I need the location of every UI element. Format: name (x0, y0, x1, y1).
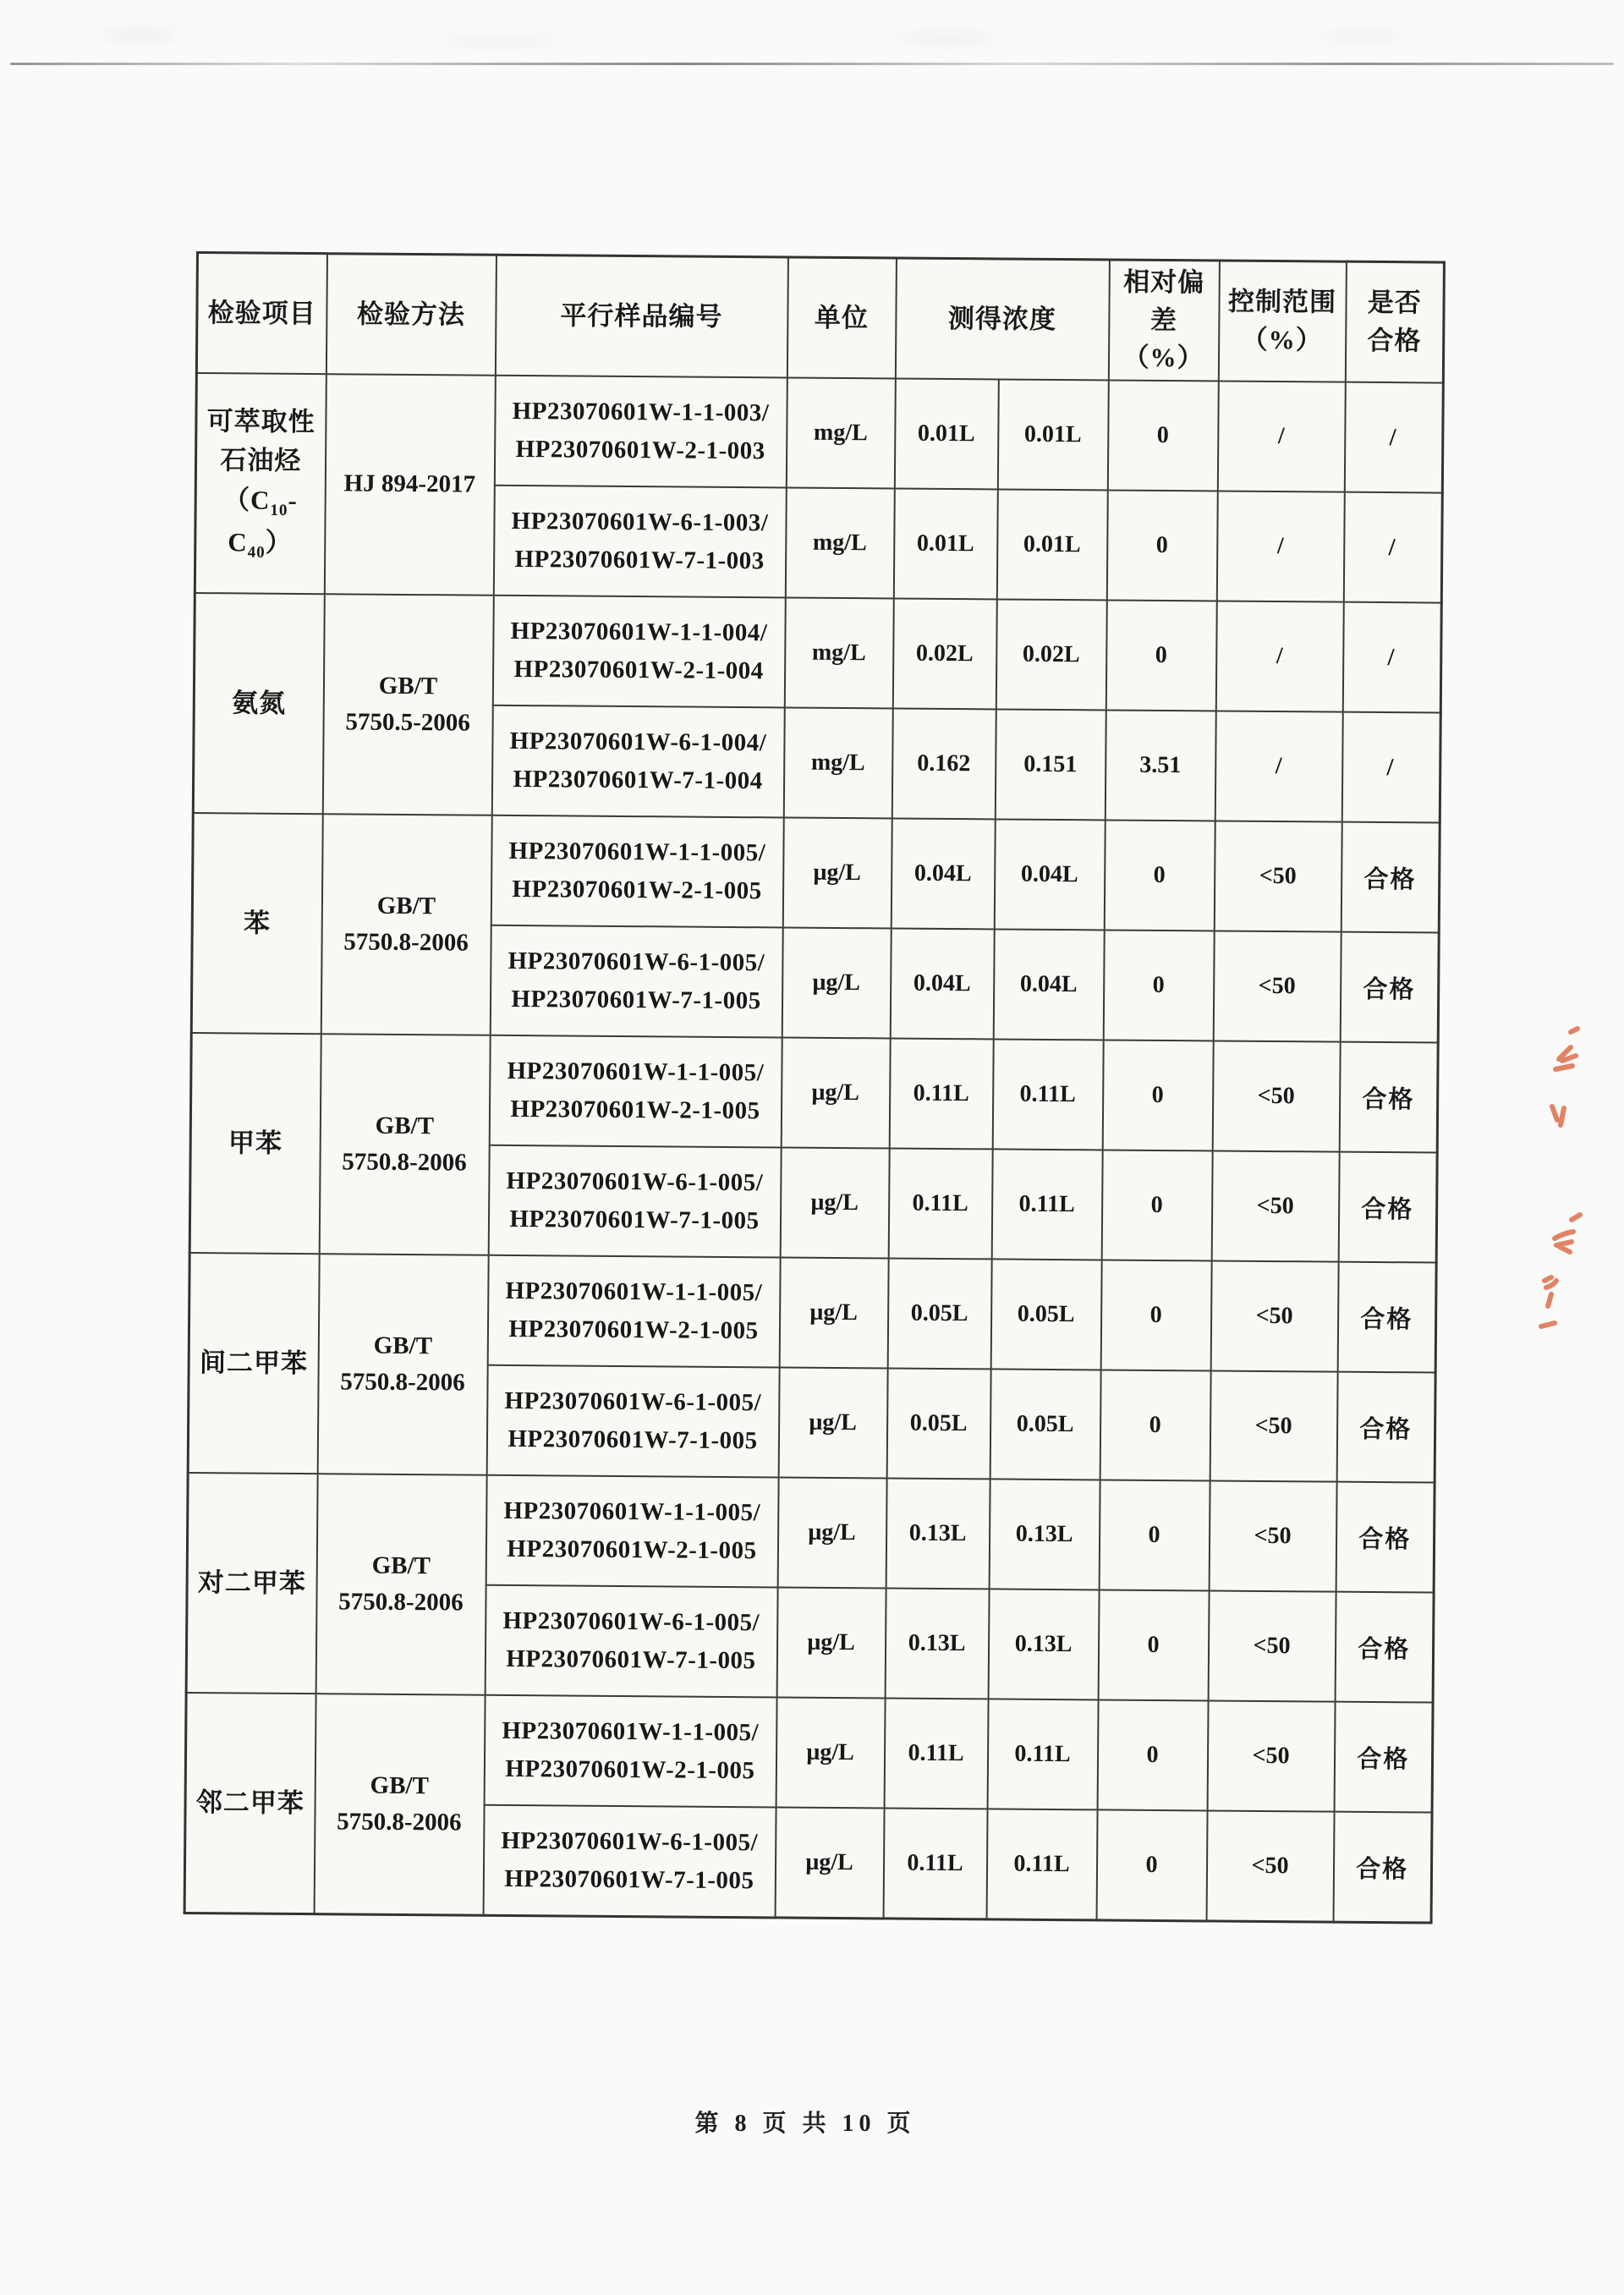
concentration-1-cell: 0.02L (892, 598, 996, 709)
scan-smudge (102, 29, 178, 42)
relative-deviation-cell: 0 (1106, 600, 1216, 711)
unit-cell: μg/L (782, 927, 891, 1038)
concentration-1-cell: 0.11L (884, 1698, 988, 1809)
relative-deviation-cell: 0 (1099, 1480, 1210, 1590)
sample-id-cell: HP23070601W-1-1-005/ HP23070601W-2-1-005 (484, 1695, 776, 1808)
table-row (194, 593, 1441, 713)
sample-id-cell: HP23070601W-6-1-005/ HP23070601W-7-1-005 (485, 1585, 777, 1698)
unit-cell: μg/L (780, 1147, 889, 1258)
table-row (190, 1033, 1438, 1153)
sample-id-cell: HP23070601W-1-1-003/ HP23070601W-2-1-003 (494, 376, 787, 488)
test-item-cell: 氨氮 (193, 593, 324, 814)
test-item-cell: 对二甲苯 (186, 1473, 317, 1694)
unit-cell: mg/L (785, 487, 894, 598)
unit-cell: μg/L (781, 1037, 890, 1148)
sample-id-cell: HP23070601W-1-1-004/ HP23070601W-2-1-004 (492, 596, 785, 708)
sample-id-cell: HP23070601W-6-1-005/ HP23070601W-7-1-005 (488, 1145, 781, 1258)
pass-status-cell: 合格 (1333, 1812, 1432, 1923)
test-method-cell: GB/T 5750.8-2006 (317, 1254, 488, 1475)
pass-status-cell: 合格 (1340, 932, 1439, 1043)
concentration-1-cell: 0.11L (889, 1038, 993, 1149)
table-header-row (196, 253, 1444, 383)
relative-deviation-cell: 0 (1100, 1260, 1211, 1370)
header-unit: 单位 (787, 257, 896, 379)
relative-deviation-cell: 0 (1103, 930, 1214, 1040)
concentration-2-cell: 0.11L (991, 1149, 1102, 1260)
control-range-cell: <50 (1212, 1040, 1340, 1151)
concentration-2-cell: 0.151 (995, 709, 1106, 820)
concentration-1-cell: 0.05L (886, 1368, 990, 1479)
relative-deviation-cell: 0 (1102, 1040, 1213, 1150)
control-range-cell: <50 (1209, 1480, 1336, 1591)
control-range-cell: <50 (1210, 1260, 1338, 1371)
unit-cell: μg/L (775, 1807, 884, 1919)
unit-cell: mg/L (784, 597, 893, 708)
scan-line-artifact (10, 63, 1614, 65)
pass-status-cell: 合格 (1339, 1042, 1438, 1153)
concentration-1-cell: 0.13L (885, 1588, 989, 1699)
control-range-cell: / (1215, 711, 1342, 821)
sample-id-cell: HP23070601W-1-1-005/ HP23070601W-2-1-005 (486, 1475, 778, 1588)
control-range-cell: <50 (1214, 821, 1341, 931)
concentration-2-cell: 0.05L (990, 1259, 1101, 1370)
red-stamp-fragment-top (1527, 1025, 1586, 1152)
header-measured-concentration: 测得浓度 (895, 258, 1109, 380)
control-range-cell: <50 (1213, 931, 1341, 1041)
concentration-2-cell: 0.11L (987, 1699, 1098, 1809)
concentration-2-cell: 0.13L (988, 1589, 1099, 1699)
pass-status-cell: / (1343, 492, 1442, 603)
table-row (185, 1693, 1433, 1813)
test-item-cell: 间二甲苯 (188, 1253, 319, 1474)
table-row (187, 1473, 1435, 1593)
header-sample-id: 平行样品编号 (495, 255, 787, 377)
concentration-1-cell: 0.04L (891, 818, 995, 929)
concentration-1-cell: 0.11L (888, 1148, 992, 1259)
control-range-cell: <50 (1207, 1700, 1335, 1811)
test-item-cell: 可萃取性 石油烃 $(C_{10}-C_{40})$ (195, 373, 326, 594)
control-range-cell: <50 (1208, 1590, 1336, 1701)
test-method-cell: GB/T 5750.8-2006 (314, 1694, 485, 1915)
test-item-cell: 邻二甲苯 (184, 1693, 315, 1914)
unit-cell: μg/L (779, 1257, 888, 1368)
concentration-2-cell: 0.11L (992, 1039, 1103, 1150)
header-control-range: 控制范围 （%） (1218, 261, 1346, 382)
relative-deviation-cell: 0 (1106, 490, 1217, 601)
header-relative-deviation: 相对偏差 （%） (1108, 260, 1219, 382)
table-row (195, 373, 1443, 493)
unit-cell: mg/L (783, 707, 892, 818)
sample-id-cell: HP23070601W-1-1-005/ HP23070601W-2-1-005 (491, 815, 783, 928)
concentration-1-cell: 0.13L (886, 1478, 990, 1589)
concentration-2-cell: 0.01L (996, 489, 1107, 600)
pass-status-cell: 合格 (1334, 1702, 1433, 1813)
concentration-2-cell: 0.01L (997, 379, 1108, 490)
pass-status-cell: / (1341, 712, 1440, 823)
concentration-1-cell: 0.05L (887, 1258, 991, 1369)
relative-deviation-cell: 0 (1104, 820, 1215, 931)
concentration-2-cell: 0.05L (990, 1369, 1100, 1480)
sample-id-cell: HP23070601W-6-1-005/ HP23070601W-7-1-005 (483, 1805, 776, 1918)
relative-deviation-cell: 0 (1097, 1699, 1208, 1810)
header-pass: 是否 合格 (1345, 261, 1444, 382)
scan-smudge (897, 32, 998, 45)
test-item-cell: 甲苯 (189, 1033, 321, 1254)
unit-cell: μg/L (776, 1697, 885, 1808)
concentration-1-cell: 0.04L (890, 928, 994, 1039)
unit-cell: μg/L (777, 1477, 886, 1588)
qc-results-table (184, 251, 1446, 1924)
unit-cell: μg/L (776, 1587, 886, 1698)
sample-id-cell: HP23070601W-6-1-005/ HP23070601W-7-1-005 (490, 925, 782, 1038)
relative-deviation-cell: 0 (1101, 1150, 1212, 1260)
unit-cell: mg/L (786, 377, 895, 488)
pass-status-cell: 合格 (1336, 1372, 1435, 1483)
control-range-cell: <50 (1210, 1370, 1337, 1481)
relative-deviation-cell: 0 (1100, 1370, 1210, 1480)
pass-status-cell: 合格 (1336, 1482, 1435, 1593)
control-range-cell: / (1217, 381, 1345, 491)
sample-id-cell: HP23070601W-6-1-004/ HP23070601W-7-1-004 (491, 706, 784, 818)
pass-status-cell: / (1344, 382, 1443, 493)
relative-deviation-cell: 3.51 (1105, 710, 1215, 821)
test-method-cell: GB/T 5750.8-2006 (315, 1474, 486, 1695)
header-test-method: 检验方法 (326, 254, 496, 376)
qc-results-table-wrap (184, 251, 1443, 1924)
concentration-1-cell: 0.01L (894, 378, 998, 489)
test-method-cell: GB/T 5750.8-2006 (319, 1034, 490, 1255)
unit-cell: μg/L (778, 1367, 887, 1478)
concentration-1-cell: 0.162 (892, 708, 996, 819)
table-row (192, 813, 1440, 933)
header-test-item: 检验项目 (196, 253, 326, 375)
concentration-1-cell: 0.01L (893, 488, 997, 599)
control-range-cell: / (1215, 601, 1343, 711)
red-stamp-fragment-bottom (1521, 1210, 1592, 1345)
control-range-cell: <50 (1211, 1150, 1339, 1261)
relative-deviation-cell: 0 (1096, 1809, 1207, 1921)
concentration-1-cell: 0.11L (883, 1808, 987, 1919)
scan-smudge (440, 36, 558, 47)
test-method-cell: GB/T 5750.5-2006 (322, 594, 493, 815)
unit-cell: μg/L (782, 817, 892, 928)
control-range-cell: <50 (1206, 1810, 1334, 1922)
relative-deviation-cell: 0 (1098, 1589, 1209, 1700)
pass-status-cell: 合格 (1337, 1262, 1436, 1373)
concentration-2-cell: 0.13L (989, 1479, 1100, 1589)
sample-id-cell: HP23070601W-1-1-005/ HP23070601W-2-1-005 (487, 1255, 780, 1368)
scan-smudge (1320, 30, 1404, 42)
page-number-footer: 第 8 页 共 10 页 (694, 2111, 916, 2137)
table-row (189, 1253, 1436, 1373)
pass-status-cell: / (1342, 602, 1441, 713)
pass-status-cell: 合格 (1338, 1152, 1437, 1263)
test-item-cell: 苯 (191, 813, 322, 1034)
sample-id-cell: HP23070601W-6-1-003/ HP23070601W-7-1-003 (493, 486, 786, 598)
relative-deviation-cell: 0 (1107, 380, 1218, 491)
test-method-cell: GB/T 5750.8-2006 (321, 814, 491, 1035)
concentration-2-cell: 0.04L (994, 819, 1105, 930)
sample-id-cell: HP23070601W-1-1-005/ HP23070601W-2-1-005 (489, 1035, 782, 1148)
control-range-cell: / (1216, 491, 1344, 601)
sample-id-cell: HP23070601W-6-1-005/ HP23070601W-7-1-005 (486, 1365, 779, 1478)
concentration-2-cell: 0.11L (986, 1809, 1097, 1920)
concentration-2-cell: 0.04L (993, 929, 1104, 1040)
pass-status-cell: 合格 (1341, 822, 1440, 933)
test-method-cell: HJ 894-2017 (324, 374, 495, 596)
pass-status-cell: 合格 (1335, 1592, 1434, 1703)
concentration-2-cell: 0.02L (996, 599, 1106, 710)
